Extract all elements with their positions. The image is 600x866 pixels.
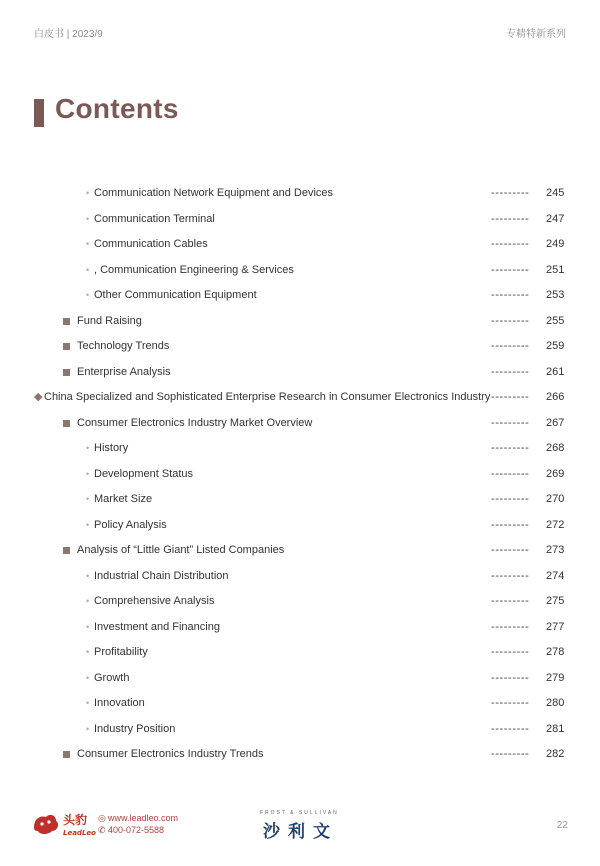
toc-leader: --------- [491,212,530,225]
toc-entry-title: Innovation [94,697,145,709]
dot-bullet-icon: • [86,494,90,504]
square-bullet-icon [63,751,70,758]
toc-entry[interactable] [0,691,600,717]
toc-leader: --------- [491,391,530,403]
dot-bullet-icon: • [86,621,90,632]
toc-entry-page: 267 [546,416,565,429]
toc-entry-page: 269 [546,467,565,480]
toc-leader: --------- [491,748,530,760]
square-bullet-icon [63,343,70,350]
square-bullet-icon [63,369,70,376]
toc-entry[interactable] [0,360,600,386]
square-bullet-icon [63,318,70,325]
toc-entry-page: 278 [546,646,565,658]
toc-leader: --------- [491,289,530,301]
title-accent-bar [34,99,44,127]
toc-leader: --------- [491,544,530,556]
toc-entry-title: Analysis of “Little Giant” Listed Companies [77,544,285,556]
toc-entry[interactable] [0,717,600,743]
toc-entry-title: Enterprise Analysis [77,365,171,378]
dot-bullet-icon: • [86,647,90,657]
toc-entry-title: Fund Raising [77,314,142,327]
dot-bullet-icon: • [86,239,90,249]
toc-leader: --------- [491,722,530,735]
logo-en-text: LeadLeo [63,829,96,837]
toc-entry[interactable] [0,640,600,666]
toc-leader: --------- [491,442,530,454]
toc-entry[interactable] [0,462,600,488]
toc-entry-title: Comprehensive Analysis [94,595,215,607]
toc-entry-page: 282 [546,748,565,760]
footer-website[interactable]: www.leadleo.com [108,813,179,823]
toc-entry-title: History [94,442,129,454]
toc-entry-page: 270 [546,493,565,505]
dot-bullet-icon: • [86,519,90,530]
toc-entry-page: 275 [546,595,565,607]
dot-bullet-icon: • [86,264,90,275]
toc-entry-title: Growth [94,671,130,684]
toc-entry-title: Consumer Electronics Industry Trends [77,748,264,760]
toc-entry-page: 249 [546,238,565,250]
toc-entry[interactable] [0,411,600,437]
toc-entry-page: 274 [546,569,565,582]
toc-entry-title: China Specialized and Sophisticated Enterprise Research in Consumer Electronics Industry [44,391,491,403]
toc-entry[interactable] [0,538,600,564]
dot-bullet-icon: • [86,443,90,453]
toc-entry-page: 255 [546,314,565,327]
toc-entry[interactable] [0,436,600,462]
toc-entry-page: 253 [546,289,565,301]
toc-entry-title: Industrial Chain Distribution [94,569,229,582]
toc-entry-title: Communication Terminal [94,212,215,225]
dot-bullet-icon: • [86,468,90,479]
toc-entry[interactable] [0,589,600,615]
toc-leader: --------- [491,187,530,199]
toc-entry-page: 281 [546,722,565,735]
toc-entry-page: 266 [546,391,565,403]
toc-entry[interactable] [0,232,600,258]
toc-entry-page: 247 [546,212,565,225]
toc-entry[interactable] [0,487,600,513]
dot-bullet-icon: • [86,213,90,224]
toc-entry[interactable] [0,666,600,692]
toc-leader: --------- [491,671,530,684]
leadleo-logo [32,809,104,837]
footer-phone: 400-072-5588 [108,825,165,835]
toc-entry[interactable] [0,385,600,411]
toc-entry-page: 280 [546,697,565,709]
toc-entry-title: Consumer Electronics Industry Market Overview [77,416,313,429]
toc-entry-page: 272 [546,518,565,531]
header-left: 白皮书 | 2023/9 [34,29,103,40]
toc-leader: --------- [491,238,530,250]
toc-entry-title: Investment and Financing [94,620,220,633]
toc-entry-title: , Communication Engineering & Services [94,263,294,276]
toc-leader: --------- [491,416,530,429]
toc-entry-title: Communication Cables [94,238,208,250]
page-number: 22 [556,820,568,831]
toc-entry-page: 268 [546,442,565,454]
toc-leader: --------- [491,263,530,276]
table-of-contents [0,181,600,768]
toc-leader: --------- [491,467,530,480]
toc-entry-title: Industry Position [94,722,176,735]
toc-entry-title: Communication Network Equipment and Devices [94,187,334,199]
toc-entry[interactable] [0,564,600,590]
toc-leader: --------- [491,646,530,658]
partner-logo-cn: 沙利文 [263,822,338,841]
toc-leader: --------- [491,340,530,352]
header-right: 专精特新系列 [506,29,566,40]
toc-entry[interactable] [0,334,600,360]
toc-leader: --------- [491,493,530,505]
partner-logo-small-text: FROST & SULLIVAN [260,810,339,816]
toc-leader: --------- [491,518,530,531]
toc-entry[interactable] [0,513,600,539]
toc-leader: --------- [491,314,530,327]
toc-entry-page: 259 [546,340,565,352]
toc-entry-page: 261 [546,365,565,378]
toc-leader: --------- [491,620,530,633]
toc-entry[interactable] [0,181,600,207]
toc-entry[interactable] [0,309,600,335]
diamond-bullet-icon: ◆ [34,391,43,403]
square-bullet-icon [63,420,70,427]
toc-entry-title: Policy Analysis [94,518,167,531]
toc-entry-page: 279 [546,671,565,684]
dot-bullet-icon: • [86,570,90,581]
toc-entry-title: Technology Trends [77,340,170,352]
toc-entry[interactable] [0,283,600,309]
globe-icon: ◎ [98,813,106,823]
toc-entry-page: 273 [546,544,565,556]
dot-bullet-icon: • [86,698,90,708]
toc-entry-page: 245 [546,187,565,199]
dot-bullet-icon: • [86,188,90,198]
toc-leader: --------- [491,595,530,607]
toc-leader: --------- [491,569,530,582]
toc-entry-page: 277 [546,620,565,633]
toc-entry-title: Other Communication Equipment [94,289,257,301]
dot-bullet-icon: • [86,290,90,300]
toc-leader: --------- [491,365,530,378]
toc-entry[interactable] [0,742,600,768]
logo-cn-text: 头豹 [63,813,88,827]
page-title: Contents [55,93,179,124]
toc-entry[interactable] [0,207,600,233]
toc-leader: --------- [491,697,530,709]
toc-entry-title: Development Status [94,467,194,480]
dot-bullet-icon: • [86,723,90,734]
toc-entry[interactable] [0,258,600,284]
toc-entry-title: Profitability [94,646,148,658]
toc-entry-page: 251 [546,263,565,276]
footer-contact [98,812,178,836]
phone-icon: ✆ [98,825,106,835]
dot-bullet-icon: • [86,596,90,606]
square-bullet-icon [63,547,70,554]
toc-entry-title: Market Size [94,493,153,505]
toc-entry[interactable] [0,615,600,641]
dot-bullet-icon: • [86,672,90,683]
